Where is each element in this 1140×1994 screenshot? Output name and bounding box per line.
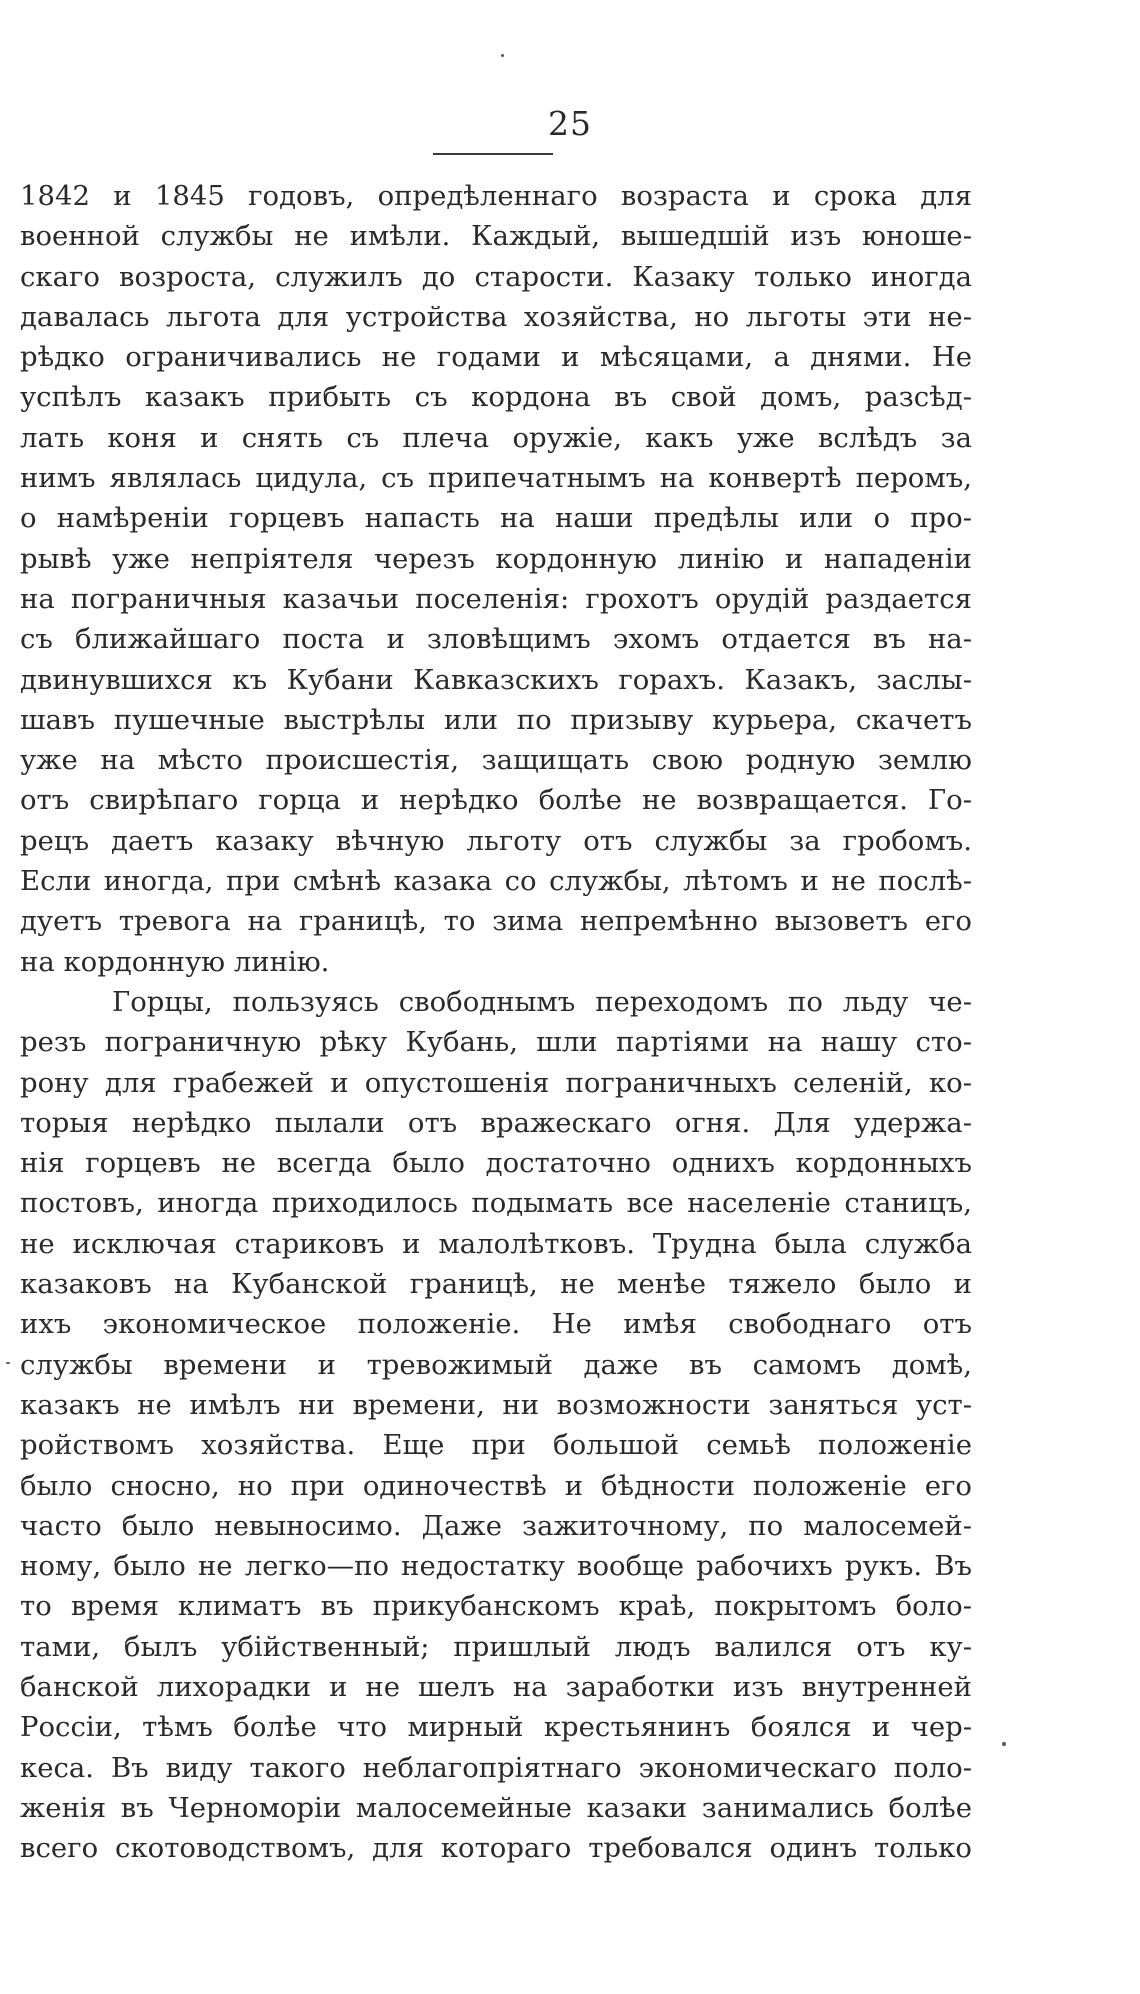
- text-line: ному, было не легко—по недостатку вообще рабочихъ рукъ. Въ: [20, 1550, 972, 1583]
- text-line: шавъ пушечные выстрѣлы или по призыву курьера, скачетъ: [20, 703, 972, 736]
- text-line: двинувшихся къ Кубани Кавказскихъ горахъ. Казакъ, заслы-: [20, 663, 972, 696]
- text-line: дуетъ тревога на границѣ, то зима непремѣнно вызоветъ его: [20, 905, 972, 938]
- text-line: нимъ являлась цидула, съ припечатнымъ на конвертѣ перомъ,: [20, 462, 972, 495]
- text-line: часто было невыносимо. Даже зажиточному, по малосемей-: [20, 1509, 972, 1542]
- text-line: не исключая стариковъ и малолѣтковъ. Трудна была служба: [20, 1227, 972, 1260]
- text-line: военной службы не имѣли. Каждый, вышедшій изъ юноше-: [20, 220, 972, 253]
- text-line: скаго возроста, служилъ до старости. Казаку только иногда: [20, 260, 972, 293]
- text-line: съ ближайшаго поста и зловѣщимъ эхомъ отдается въ на-: [20, 623, 972, 656]
- text-line-indented: Горцы, пользуясь свободнымъ переходомъ по льду че-: [112, 985, 972, 1018]
- text-line: рецъ даетъ казаку вѣчную льготу отъ службы за гробомъ.: [20, 824, 972, 857]
- print-speck-left: [6, 1362, 10, 1364]
- text-line: Россіи, тѣмъ болѣе что мирный крестьянинъ боялся и чер-: [20, 1711, 972, 1744]
- text-line: на пограничныя казачьи поселенія: грохотъ орудій раздается: [20, 582, 972, 615]
- text-line: всего скотоводствомъ, для котораго требовался одинъ только: [20, 1832, 972, 1865]
- text-line: о намѣреніи горцевъ напасть на наши предѣлы или о про-: [20, 502, 972, 535]
- text-line: тами, былъ убійственный; пришлый людъ валился отъ ку-: [20, 1630, 972, 1663]
- body-text: [20, 176, 972, 1868]
- text-line: рону для грабежей и опустошенія пограничныхъ селеній, ко-: [20, 1066, 972, 1099]
- text-line: уже на мѣсто происшестія, защищать свою родную землю: [20, 744, 972, 777]
- text-line: казакъ не имѣлъ ни времени, ни возможности заняться уст-: [20, 1388, 972, 1421]
- paragraph-1: [20, 176, 972, 982]
- paragraph-2: [20, 982, 972, 1869]
- text-line: успѣлъ казакъ прибыть съ кордона въ свой домъ, разсѣд-: [20, 381, 972, 414]
- text-line: давалась льгота для устройства хозяйства, но льготы эти не-: [20, 300, 972, 333]
- text-line: то время климатъ въ прикубанскомъ краѣ, покрытомъ боло-: [20, 1590, 972, 1623]
- text-line: торыя нерѣдко пылали отъ вражескаго огня. Для удержа-: [20, 1106, 972, 1139]
- text-line: рѣдко ограничивались не годами и мѣсяцами, а днями. Не: [20, 341, 972, 374]
- text-line: лать коня и снять съ плеча оружіе, какъ уже вслѣдъ за: [20, 421, 972, 454]
- page-number: 25: [548, 104, 592, 143]
- text-line: постовъ, иногда приходилось подымать все населеніе станицъ,: [20, 1187, 972, 1220]
- text-line: отъ свирѣпаго горца и нерѣдко болѣе не возвращается. Го-: [20, 784, 972, 817]
- text-line: Если иногда, при смѣнѣ казака со службы, лѣтомъ и не послѣ-: [20, 865, 972, 898]
- text-line: казаковъ на Кубанской границѣ, не менѣе тяжело было и: [20, 1268, 972, 1301]
- print-speck-top: [501, 54, 504, 57]
- text-line: резъ пограничную рѣку Кубань, шли партіями на нашу сто-: [20, 1026, 972, 1059]
- text-line: ихъ экономическое положеніе. Не имѣя свободнаго отъ: [20, 1308, 972, 1341]
- text-line: банской лихорадки и не шелъ на заработки изъ внутренней: [20, 1670, 972, 1703]
- text-line: рывѣ уже непріятеля черезъ кордонную линію и нападеніи: [20, 542, 972, 575]
- text-line: было сносно, но при одиночествѣ и бѣдности положеніе его: [20, 1469, 972, 1502]
- text-line: 1842 и 1845 годовъ, опредѣленнаго возраста и срока для: [20, 180, 972, 212]
- text-line: женія въ Черноморіи малосемейные казаки занимались болѣе: [20, 1791, 972, 1824]
- text-line: кеса. Въ виду такого неблагопріятнаго экономическаго поло-: [20, 1751, 972, 1784]
- text-line-last: на кордонную линію.: [20, 945, 330, 978]
- page-number-rule: [433, 153, 553, 155]
- print-speck-right: [1002, 1742, 1006, 1746]
- text-line: службы времени и тревожимый даже въ самомъ домѣ,: [20, 1348, 972, 1381]
- text-line: нія горцевъ не всегда было достаточно однихъ кордонныхъ: [20, 1147, 972, 1180]
- text-line: ройствомъ хозяйства. Еще при большой семьѣ положеніе: [20, 1429, 972, 1462]
